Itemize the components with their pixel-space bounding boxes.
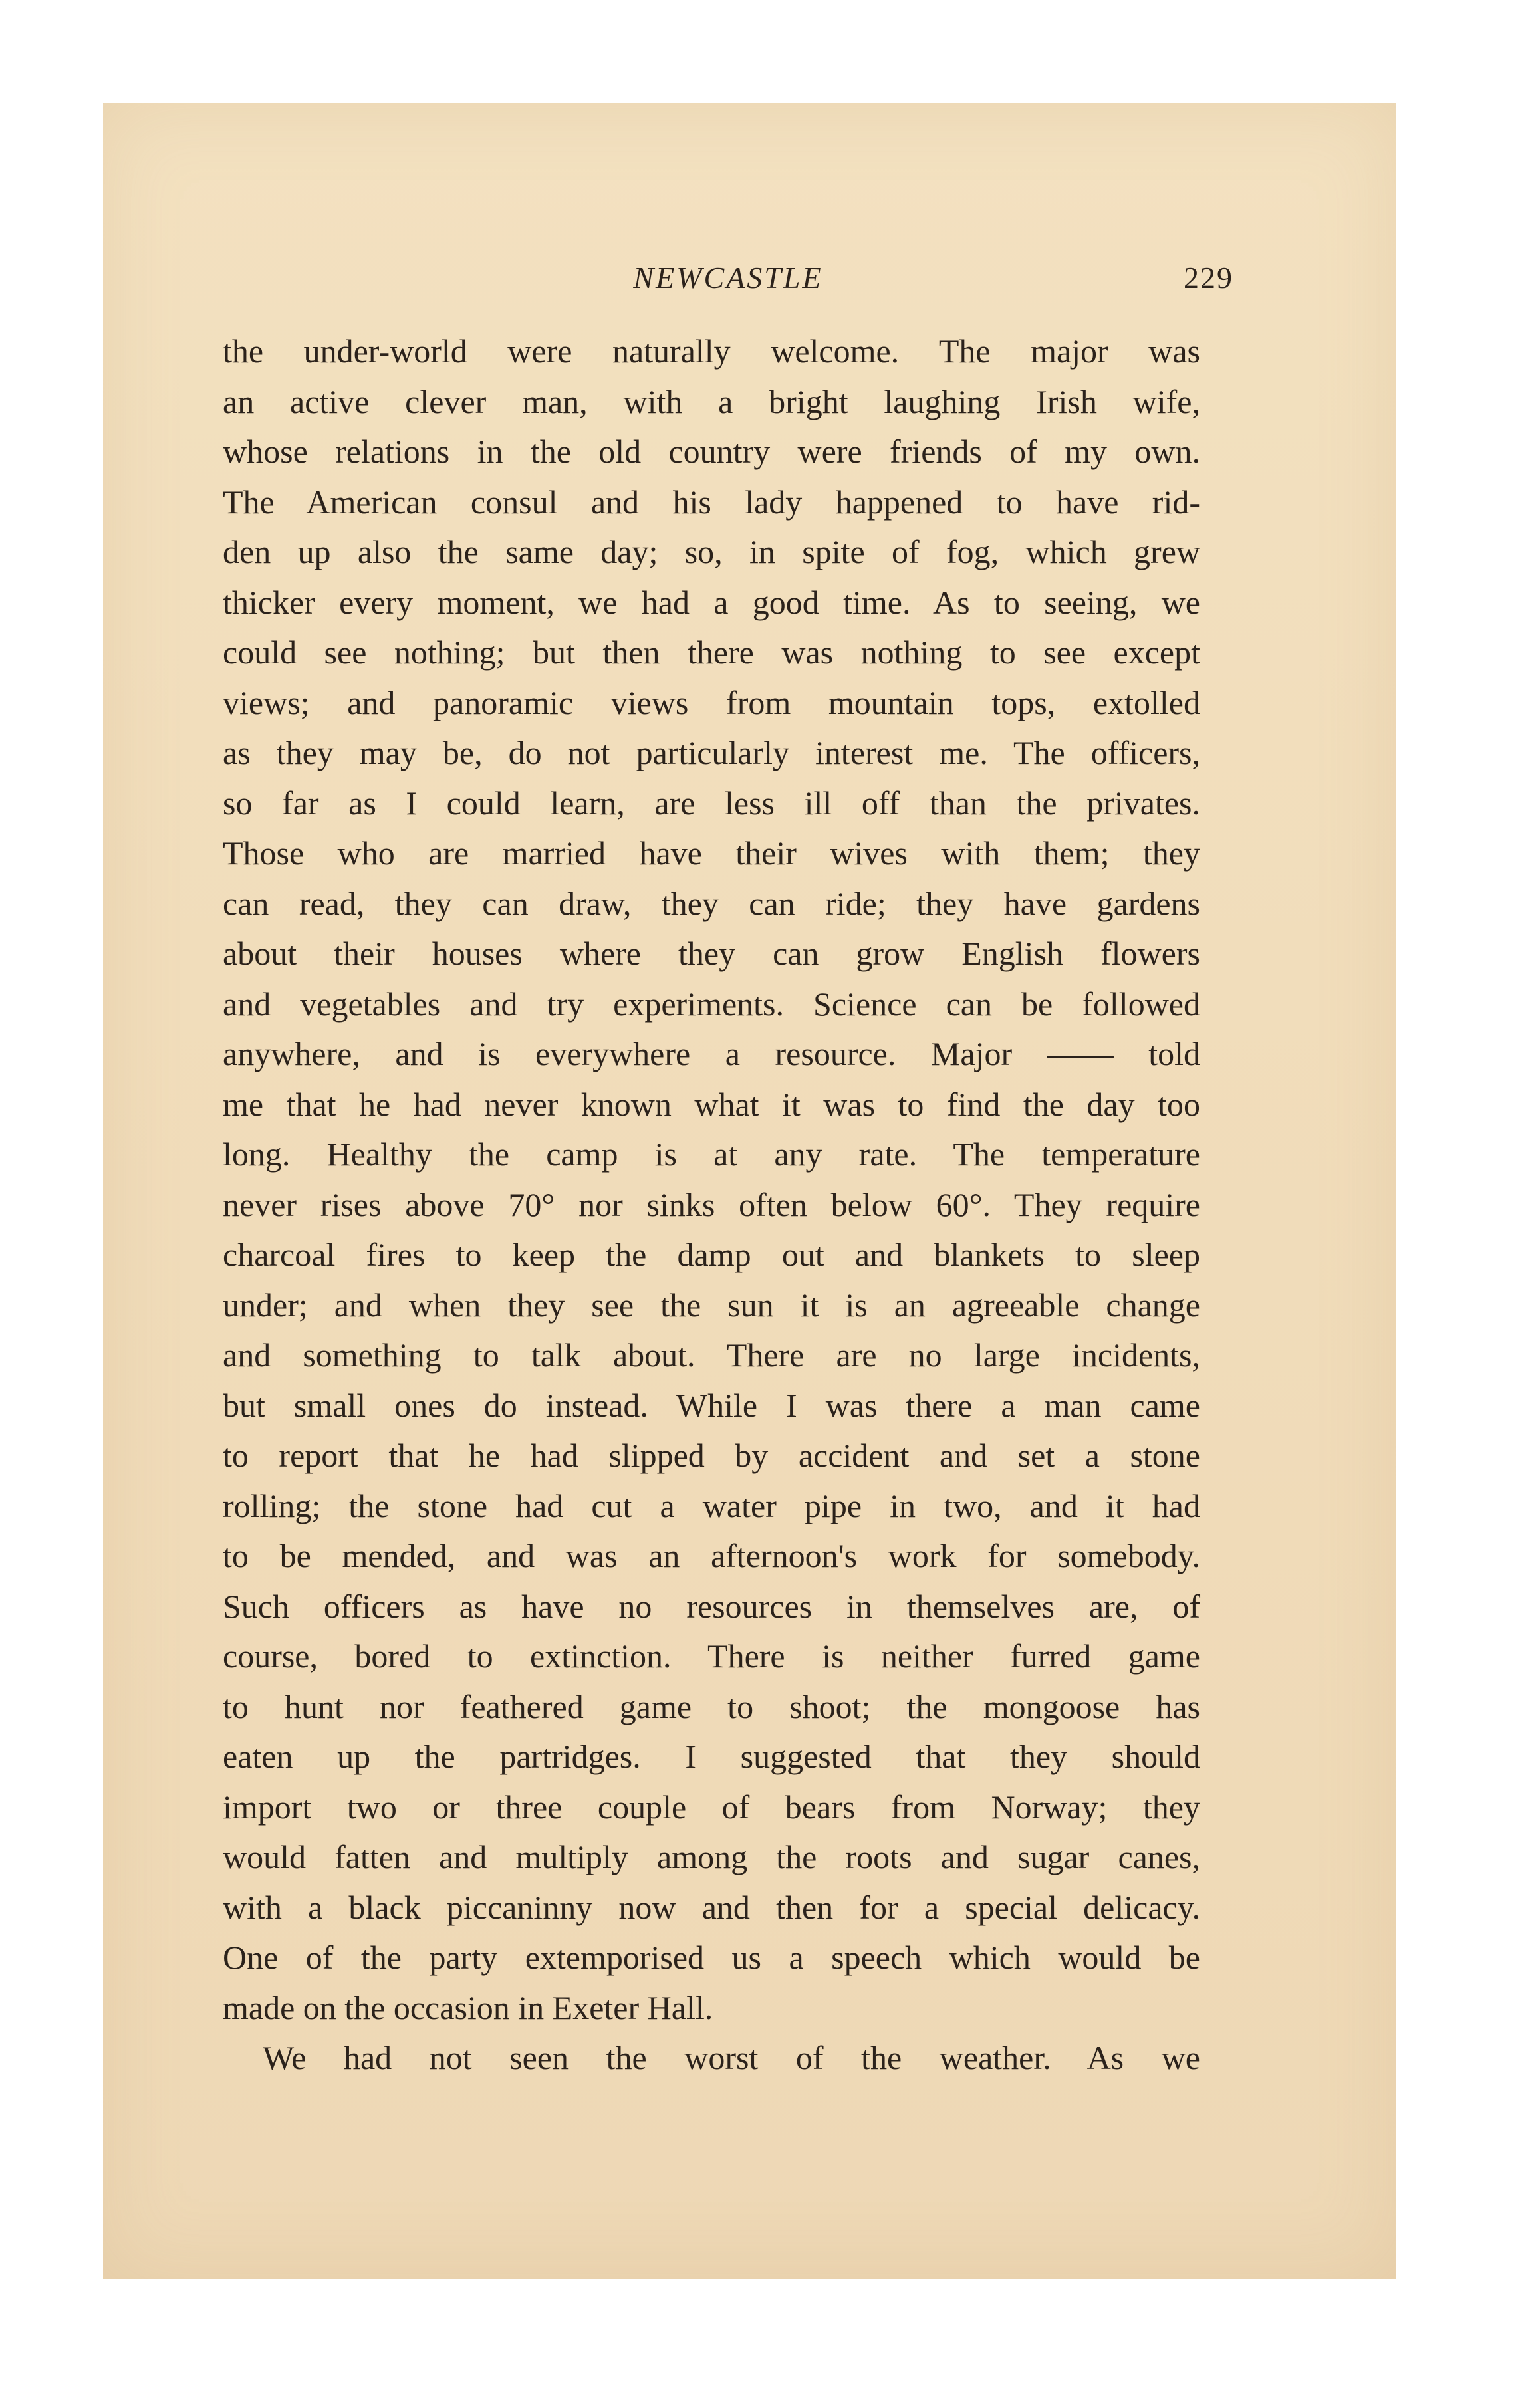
text-line: so far as I could learn, are less ill off than the privates.: [223, 784, 1200, 822]
text-line: eaten up the partridges. I suggested that they should: [223, 1738, 1200, 1775]
text-line: about their houses where they can grow English flowers: [223, 935, 1200, 972]
text-line: and vegetables and try experiments. Science can be followed: [223, 985, 1200, 1023]
text-line: to hunt nor feathered game to shoot; the mongoose has: [223, 1687, 1200, 1725]
text-line: course, bored to extinction. There is neither furred game: [223, 1637, 1200, 1675]
text-line: never rises above 70° nor sinks often below 60°. They require: [223, 1185, 1200, 1223]
text-line: with a black piccaninny now and then for a special delicacy.: [223, 1888, 1200, 1926]
text-line: as they may be, do not particularly interest me. The officers,: [223, 734, 1200, 771]
text-line: me that he had never known what it was to find the day too: [223, 1085, 1200, 1123]
text-line: the under-world were naturally welcome. The major was: [223, 332, 1200, 370]
text-line: anywhere, and is everywhere a resource. Major —— told: [223, 1035, 1200, 1072]
text-line: long. Healthy the camp is at any rate. The temperature: [223, 1136, 1200, 1173]
text-line: The American consul and his lady happened to have rid-: [223, 483, 1200, 521]
text-line: import two or three couple of bears from Norway; they: [223, 1788, 1200, 1826]
page-number: 229: [1184, 261, 1233, 295]
text-line: charcoal fires to keep the damp out and blankets to sleep: [223, 1236, 1200, 1273]
text-line: den up also the same day; so, in spite of fog, which grew: [223, 533, 1200, 570]
text-line: can read, they can draw, they can ride; they have gardens: [223, 884, 1200, 922]
text-line: Those who are married have their wives with them; they: [223, 834, 1200, 872]
body-text: [223, 326, 1200, 2084]
text-line: views; and panoramic views from mountain tops, extolled: [223, 683, 1200, 721]
page-header: [223, 260, 1233, 313]
text-line: to report that he had slipped by accident and set a stone: [223, 1437, 1200, 1474]
text-line: could see nothing; but then there was nothing to see except: [223, 634, 1200, 671]
text-line: an active clever man, with a bright laughing Irish wife,: [223, 382, 1200, 420]
text-line: One of the party extemporised us a speech which would be: [223, 1939, 1200, 1976]
text-line: under; and when they see the sun it is an agreeable change: [223, 1286, 1200, 1324]
text-line: and something to talk about. There are no large incidents,: [223, 1336, 1200, 1374]
text-line: made on the occasion in Exeter Hall.: [223, 1988, 713, 2026]
running-head: NEWCASTLE: [633, 261, 823, 295]
text-line: to be mended, and was an afternoon's work for somebody.: [223, 1537, 1200, 1574]
text-line: rolling; the stone had cut a water pipe in two, and it had: [223, 1487, 1200, 1524]
text-line: but small ones do instead. While I was there a man came: [223, 1386, 1200, 1424]
text-line: We had not seen the worst of the weather. As we: [263, 2039, 1200, 2076]
text-line: whose relations in the old country were friends of my own.: [223, 433, 1200, 470]
book-page: [103, 103, 1396, 2279]
text-line: would fatten and multiply among the roots and sugar canes,: [223, 1838, 1200, 1875]
text-line: thicker every moment, we had a good time. As to seeing, we: [223, 583, 1200, 621]
text-line: Such officers as have no resources in themselves are, of: [223, 1587, 1200, 1625]
